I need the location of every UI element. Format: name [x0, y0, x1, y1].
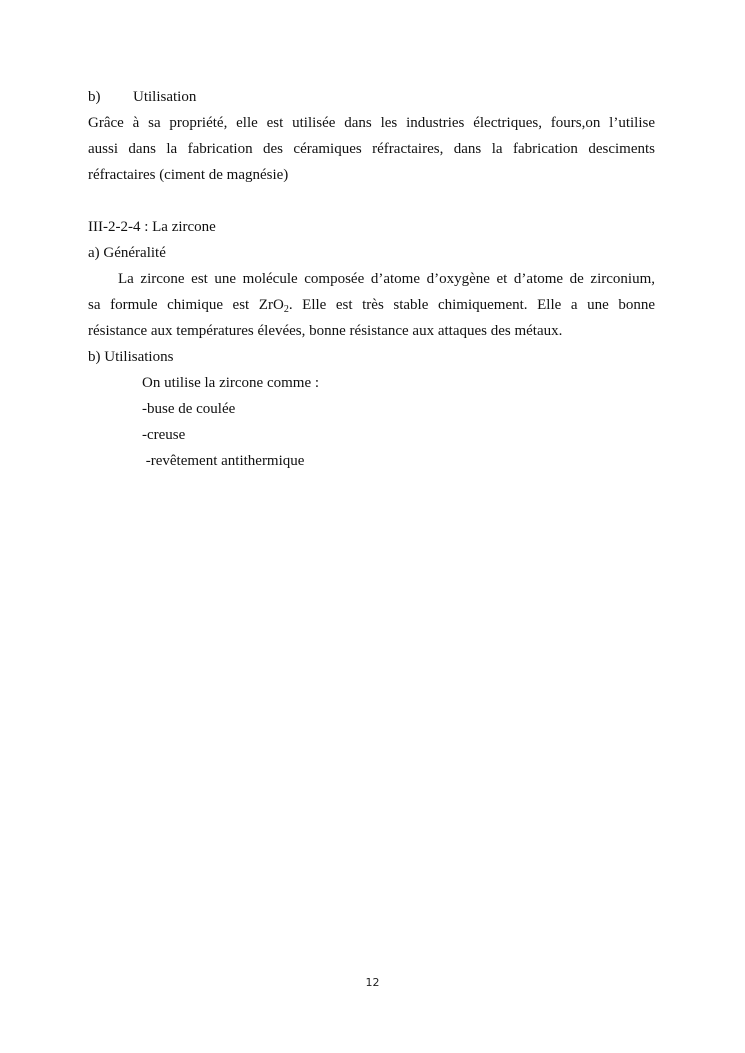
- section-heading-utilisation: [88, 88, 196, 106]
- generalite-heading: a) Généralité: [88, 245, 166, 261]
- list-item: -revêtement antithermique: [142, 453, 305, 469]
- section-title: Utilisation: [133, 89, 197, 105]
- list-marker: b): [88, 89, 101, 105]
- paragraph-line: Grâce à sa propriété, elle est utilisée dans les industries électriques, fours,on l’utilise: [88, 115, 655, 131]
- paragraph-line: La zircone est une molécule composée d’atome d’oxygène et d’atome de zirconium,: [118, 271, 655, 287]
- paragraph-line-formula: [88, 296, 655, 314]
- utilisations-heading: b) Utilisations: [88, 349, 174, 365]
- paragraph-line: aussi dans la fabrication des céramiques réfractaires, dans la fabrication desciments: [88, 141, 655, 157]
- paragraph-line: résistance aux températures élevées, bonne résistance aux attaques des métaux.: [88, 323, 563, 339]
- formula-subscript: 2: [283, 304, 289, 315]
- formula-text-after: . Elle est très stable chimiquement. Elle a une bonne: [288, 297, 656, 313]
- formula-text: sa formule chimique est ZrO: [88, 297, 284, 313]
- list-intro: On utilise la zircone comme :: [142, 375, 320, 391]
- list-item: -buse de coulée: [142, 401, 236, 417]
- subsection-heading: III-2-2-4 : La zircone: [88, 219, 216, 235]
- paragraph-line: réfractaires (ciment de magnésie): [88, 167, 289, 183]
- list-item: -creuse: [142, 427, 186, 443]
- page-number: 12: [365, 976, 380, 989]
